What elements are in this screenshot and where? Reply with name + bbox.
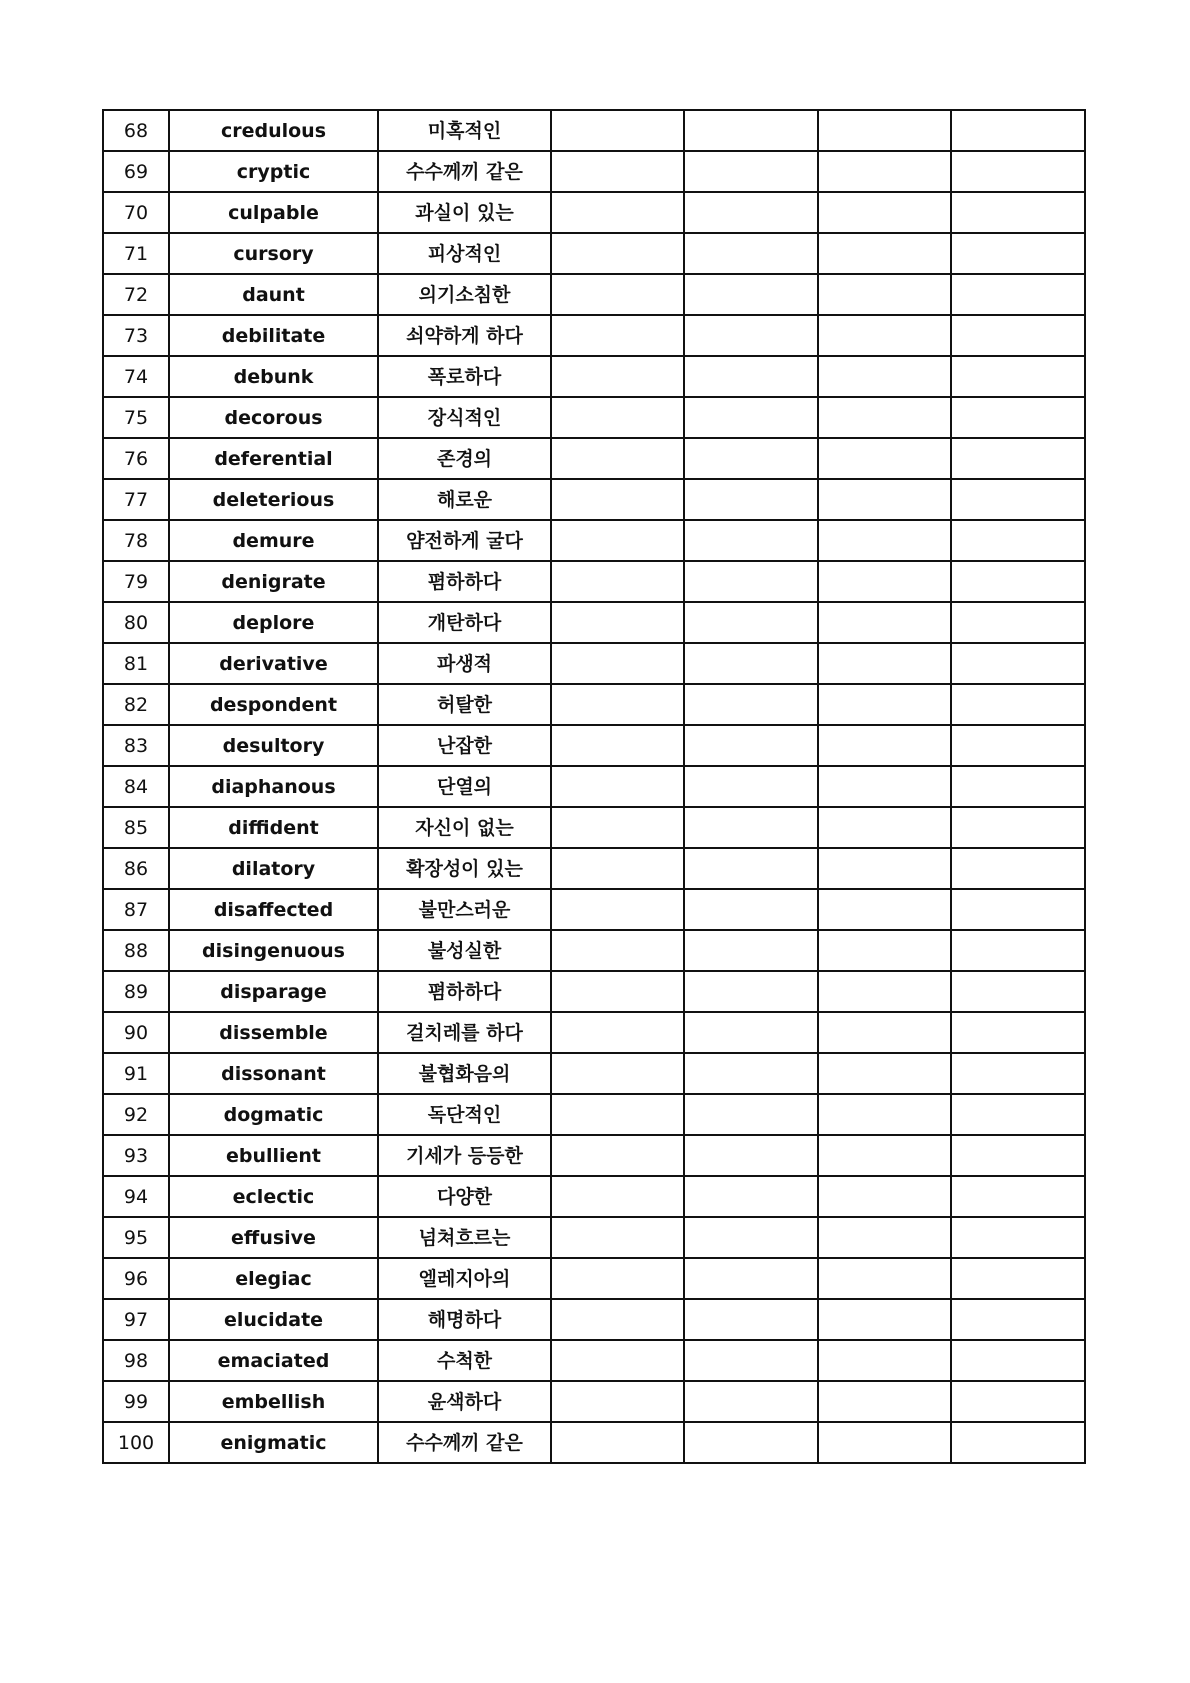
table-row [103,397,1085,438]
korean-meaning: 다양한 [378,1176,551,1217]
english-word: dogmatic [169,1094,378,1135]
korean-meaning: 수수께끼 같은 [378,151,551,192]
blank-cell-2 [684,602,818,643]
blank-cell-3 [818,1299,951,1340]
blank-cell-3 [818,766,951,807]
blank-cell-1 [551,889,684,930]
table-row [103,643,1085,684]
blank-cell-1 [551,643,684,684]
table-row [103,274,1085,315]
table-row [103,315,1085,356]
row-number: 68 [103,110,169,151]
vocabulary-table [102,109,1086,1464]
table-row [103,561,1085,602]
english-word: despondent [169,684,378,725]
blank-cell-2 [684,110,818,151]
korean-meaning: 장식적인 [378,397,551,438]
blank-cell-4 [951,602,1085,643]
blank-cell-1 [551,848,684,889]
blank-cell-2 [684,1217,818,1258]
blank-cell-2 [684,643,818,684]
english-word: cryptic [169,151,378,192]
table-row [103,356,1085,397]
blank-cell-4 [951,971,1085,1012]
row-number: 97 [103,1299,169,1340]
blank-cell-2 [684,561,818,602]
blank-cell-1 [551,151,684,192]
row-number: 78 [103,520,169,561]
blank-cell-2 [684,1299,818,1340]
row-number: 76 [103,438,169,479]
blank-cell-1 [551,1135,684,1176]
blank-cell-3 [818,479,951,520]
table-row [103,1053,1085,1094]
blank-cell-3 [818,848,951,889]
row-number: 86 [103,848,169,889]
korean-meaning: 단열의 [378,766,551,807]
row-number: 80 [103,602,169,643]
table-row [103,1094,1085,1135]
blank-cell-1 [551,1012,684,1053]
blank-cell-3 [818,684,951,725]
blank-cell-2 [684,725,818,766]
blank-cell-3 [818,274,951,315]
blank-cell-1 [551,1176,684,1217]
english-word: dissonant [169,1053,378,1094]
english-word: demure [169,520,378,561]
blank-cell-2 [684,233,818,274]
row-number: 77 [103,479,169,520]
table-row [103,889,1085,930]
blank-cell-1 [551,1299,684,1340]
english-word: denigrate [169,561,378,602]
table-row [103,110,1085,151]
blank-cell-1 [551,274,684,315]
english-word: eclectic [169,1176,378,1217]
english-word: culpable [169,192,378,233]
blank-cell-4 [951,438,1085,479]
blank-cell-4 [951,274,1085,315]
blank-cell-4 [951,110,1085,151]
korean-meaning: 독단적인 [378,1094,551,1135]
row-number: 74 [103,356,169,397]
row-number: 91 [103,1053,169,1094]
blank-cell-4 [951,315,1085,356]
table-row [103,233,1085,274]
korean-meaning: 파생적 [378,643,551,684]
blank-cell-2 [684,1422,818,1463]
blank-cell-4 [951,397,1085,438]
english-word: dilatory [169,848,378,889]
blank-cell-4 [951,1217,1085,1258]
korean-meaning: 미혹적인 [378,110,551,151]
blank-cell-4 [951,1094,1085,1135]
table-row [103,1299,1085,1340]
blank-cell-1 [551,520,684,561]
english-word: enigmatic [169,1422,378,1463]
blank-cell-3 [818,1012,951,1053]
blank-cell-4 [951,561,1085,602]
blank-cell-2 [684,684,818,725]
korean-meaning: 윤색하다 [378,1381,551,1422]
blank-cell-3 [818,1422,951,1463]
korean-meaning: 수수께끼 같은 [378,1422,551,1463]
blank-cell-2 [684,1012,818,1053]
table-row [103,1176,1085,1217]
blank-cell-3 [818,1258,951,1299]
row-number: 73 [103,315,169,356]
blank-cell-3 [818,807,951,848]
blank-cell-1 [551,438,684,479]
english-word: embellish [169,1381,378,1422]
korean-meaning: 과실이 있는 [378,192,551,233]
blank-cell-3 [818,643,951,684]
blank-cell-1 [551,315,684,356]
blank-cell-3 [818,151,951,192]
korean-meaning: 불협화음의 [378,1053,551,1094]
blank-cell-4 [951,1053,1085,1094]
english-word: disingenuous [169,930,378,971]
row-number: 96 [103,1258,169,1299]
english-word: ebullient [169,1135,378,1176]
blank-cell-1 [551,1422,684,1463]
row-number: 98 [103,1340,169,1381]
korean-meaning: 폭로하다 [378,356,551,397]
blank-cell-1 [551,766,684,807]
blank-cell-3 [818,192,951,233]
korean-meaning: 불만스러운 [378,889,551,930]
blank-cell-3 [818,930,951,971]
table-row [103,725,1085,766]
blank-cell-4 [951,1012,1085,1053]
english-word: emaciated [169,1340,378,1381]
blank-cell-2 [684,1381,818,1422]
blank-cell-2 [684,1135,818,1176]
table-row [103,151,1085,192]
english-word: deleterious [169,479,378,520]
blank-cell-3 [818,1217,951,1258]
blank-cell-3 [818,397,951,438]
blank-cell-2 [684,274,818,315]
korean-meaning: 난잡한 [378,725,551,766]
blank-cell-3 [818,1176,951,1217]
blank-cell-1 [551,397,684,438]
blank-cell-4 [951,643,1085,684]
blank-cell-2 [684,356,818,397]
row-number: 79 [103,561,169,602]
blank-cell-2 [684,1176,818,1217]
row-number: 75 [103,397,169,438]
blank-cell-3 [818,1381,951,1422]
blank-cell-1 [551,1381,684,1422]
blank-cell-4 [951,233,1085,274]
blank-cell-1 [551,356,684,397]
korean-meaning: 얌전하게 굴다 [378,520,551,561]
table-row [103,766,1085,807]
table-row [103,1422,1085,1463]
blank-cell-4 [951,356,1085,397]
blank-cell-2 [684,1340,818,1381]
row-number: 92 [103,1094,169,1135]
korean-meaning: 개탄하다 [378,602,551,643]
row-number: 85 [103,807,169,848]
blank-cell-1 [551,807,684,848]
blank-cell-1 [551,479,684,520]
table-row [103,438,1085,479]
table-row [103,930,1085,971]
english-word: cursory [169,233,378,274]
korean-meaning: 해로운 [378,479,551,520]
english-word: disparage [169,971,378,1012]
table-row [103,1381,1085,1422]
english-word: elucidate [169,1299,378,1340]
blank-cell-3 [818,1053,951,1094]
blank-cell-1 [551,1340,684,1381]
blank-cell-1 [551,1258,684,1299]
english-word: decorous [169,397,378,438]
row-number: 89 [103,971,169,1012]
korean-meaning: 기세가 등등한 [378,1135,551,1176]
row-number: 87 [103,889,169,930]
blank-cell-3 [818,602,951,643]
blank-cell-4 [951,930,1085,971]
english-word: effusive [169,1217,378,1258]
blank-cell-1 [551,561,684,602]
blank-cell-3 [818,971,951,1012]
english-word: dissemble [169,1012,378,1053]
blank-cell-2 [684,1258,818,1299]
korean-meaning: 엘레지아의 [378,1258,551,1299]
table-row [103,1340,1085,1381]
blank-cell-4 [951,889,1085,930]
blank-cell-1 [551,602,684,643]
blank-cell-3 [818,438,951,479]
table-row [103,1012,1085,1053]
english-word: diffident [169,807,378,848]
english-word: deplore [169,602,378,643]
blank-cell-2 [684,1094,818,1135]
row-number: 95 [103,1217,169,1258]
blank-cell-4 [951,848,1085,889]
korean-meaning: 해명하다 [378,1299,551,1340]
blank-cell-1 [551,1094,684,1135]
english-word: elegiac [169,1258,378,1299]
blank-cell-3 [818,889,951,930]
blank-cell-1 [551,1053,684,1094]
korean-meaning: 폄하하다 [378,561,551,602]
blank-cell-2 [684,766,818,807]
korean-meaning: 수척한 [378,1340,551,1381]
blank-cell-1 [551,110,684,151]
table-row [103,1135,1085,1176]
korean-meaning: 넘쳐흐르는 [378,1217,551,1258]
table-row [103,1258,1085,1299]
blank-cell-3 [818,1340,951,1381]
blank-cell-1 [551,971,684,1012]
english-word: deferential [169,438,378,479]
english-word: credulous [169,110,378,151]
korean-meaning: 자신이 없는 [378,807,551,848]
blank-cell-2 [684,1053,818,1094]
korean-meaning: 존경의 [378,438,551,479]
blank-cell-4 [951,479,1085,520]
blank-cell-4 [951,1135,1085,1176]
table-row [103,602,1085,643]
blank-cell-4 [951,684,1085,725]
table-row [103,479,1085,520]
english-word: diaphanous [169,766,378,807]
blank-cell-2 [684,192,818,233]
row-number: 99 [103,1381,169,1422]
blank-cell-1 [551,233,684,274]
blank-cell-2 [684,520,818,561]
row-number: 88 [103,930,169,971]
blank-cell-1 [551,192,684,233]
korean-meaning: 불성실한 [378,930,551,971]
english-word: daunt [169,274,378,315]
blank-cell-4 [951,192,1085,233]
blank-cell-4 [951,151,1085,192]
row-number: 90 [103,1012,169,1053]
row-number: 69 [103,151,169,192]
table-row [103,684,1085,725]
row-number: 83 [103,725,169,766]
table-row [103,192,1085,233]
english-word: derivative [169,643,378,684]
blank-cell-1 [551,684,684,725]
english-word: debunk [169,356,378,397]
blank-cell-2 [684,438,818,479]
row-number: 100 [103,1422,169,1463]
blank-cell-4 [951,725,1085,766]
english-word: disaffected [169,889,378,930]
table-row [103,520,1085,561]
blank-cell-3 [818,356,951,397]
blank-cell-4 [951,1381,1085,1422]
english-word: debilitate [169,315,378,356]
row-number: 72 [103,274,169,315]
blank-cell-1 [551,725,684,766]
table-row [103,1217,1085,1258]
row-number: 81 [103,643,169,684]
blank-cell-2 [684,889,818,930]
row-number: 93 [103,1135,169,1176]
blank-cell-3 [818,110,951,151]
blank-cell-4 [951,1176,1085,1217]
blank-cell-2 [684,315,818,356]
blank-cell-4 [951,766,1085,807]
blank-cell-3 [818,520,951,561]
korean-meaning: 피상적인 [378,233,551,274]
korean-meaning: 폄하하다 [378,971,551,1012]
korean-meaning: 의기소침한 [378,274,551,315]
blank-cell-2 [684,397,818,438]
blank-cell-2 [684,848,818,889]
row-number: 82 [103,684,169,725]
blank-cell-2 [684,479,818,520]
table-row [103,807,1085,848]
blank-cell-2 [684,151,818,192]
row-number: 71 [103,233,169,274]
blank-cell-3 [818,233,951,274]
blank-cell-4 [951,1340,1085,1381]
blank-cell-4 [951,1422,1085,1463]
row-number: 94 [103,1176,169,1217]
blank-cell-2 [684,971,818,1012]
blank-cell-3 [818,561,951,602]
blank-cell-4 [951,1299,1085,1340]
korean-meaning: 걸치레를 하다 [378,1012,551,1053]
korean-meaning: 쇠약하게 하다 [378,315,551,356]
blank-cell-3 [818,725,951,766]
blank-cell-2 [684,930,818,971]
blank-cell-3 [818,1094,951,1135]
blank-cell-4 [951,520,1085,561]
blank-cell-2 [684,807,818,848]
blank-cell-1 [551,930,684,971]
korean-meaning: 확장성이 있는 [378,848,551,889]
table-row [103,971,1085,1012]
english-word: desultory [169,725,378,766]
blank-cell-4 [951,1258,1085,1299]
blank-cell-3 [818,1135,951,1176]
row-number: 70 [103,192,169,233]
blank-cell-3 [818,315,951,356]
korean-meaning: 허탈한 [378,684,551,725]
blank-cell-4 [951,807,1085,848]
table-row [103,848,1085,889]
vocabulary-table-body [103,110,1085,1463]
row-number: 84 [103,766,169,807]
blank-cell-1 [551,1217,684,1258]
